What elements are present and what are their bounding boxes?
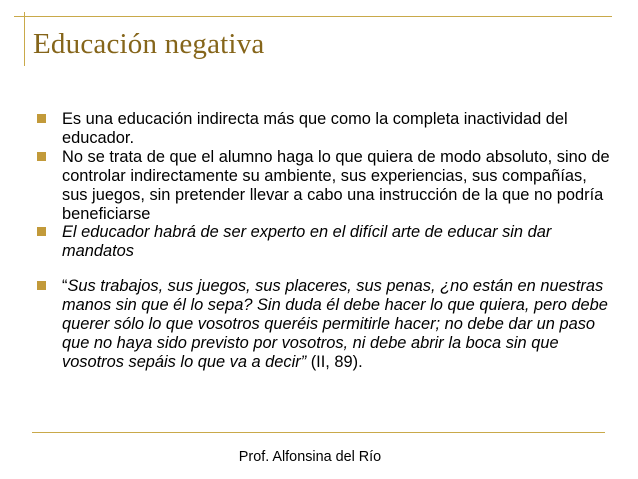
bullet-list: [37, 110, 611, 372]
spacer: [37, 261, 611, 277]
bullet-text: No se trata de que el alumno haga lo que quiera de modo absoluto, sino de controlar indirectamente su ambiente, sus experiencias, sus compañías, sus juegos, sin pretender llevar a cabo una instrucción de la que no podría beneficiarse: [62, 147, 610, 223]
bullet-item: [37, 223, 611, 261]
top-rule: [14, 16, 612, 17]
footer-author: Prof. Alfonsina del Río: [238, 449, 382, 465]
quote-text: Sus trabajos, sus juegos, sus placeres, sus penas, ¿no están en nuestras manos sin que él lo sepa? Sin duda él debe hacer lo que quiera, pero debe querer sólo lo que vosotros queréis permitirle hacer; no debe dar un paso que no haya sido previsto por vosotros, ni debe abrir la boca sin que vosotros sepáis lo que va a decir”: [62, 277, 608, 371]
bullet-item-quote: [37, 277, 611, 372]
footer-rule: [32, 432, 605, 433]
square-bullet-icon: [37, 114, 46, 123]
title-accent-rule: [24, 12, 25, 66]
bullet-item: [37, 148, 611, 224]
bullet-text: El educador habrá de ser experto en el difícil arte de educar sin dar mandatos: [62, 223, 552, 261]
quote-citation: (II, 89).: [306, 352, 363, 371]
bullet-text: Es una educación indirecta más que como la completa inactividad del educador.: [62, 110, 568, 147]
bullet-item: [37, 110, 611, 148]
square-bullet-icon: [37, 281, 46, 290]
quote-open-mark: “: [62, 277, 68, 296]
slide-title: Educación negativa: [33, 28, 265, 60]
square-bullet-icon: [37, 227, 46, 236]
square-bullet-icon: [37, 152, 46, 161]
